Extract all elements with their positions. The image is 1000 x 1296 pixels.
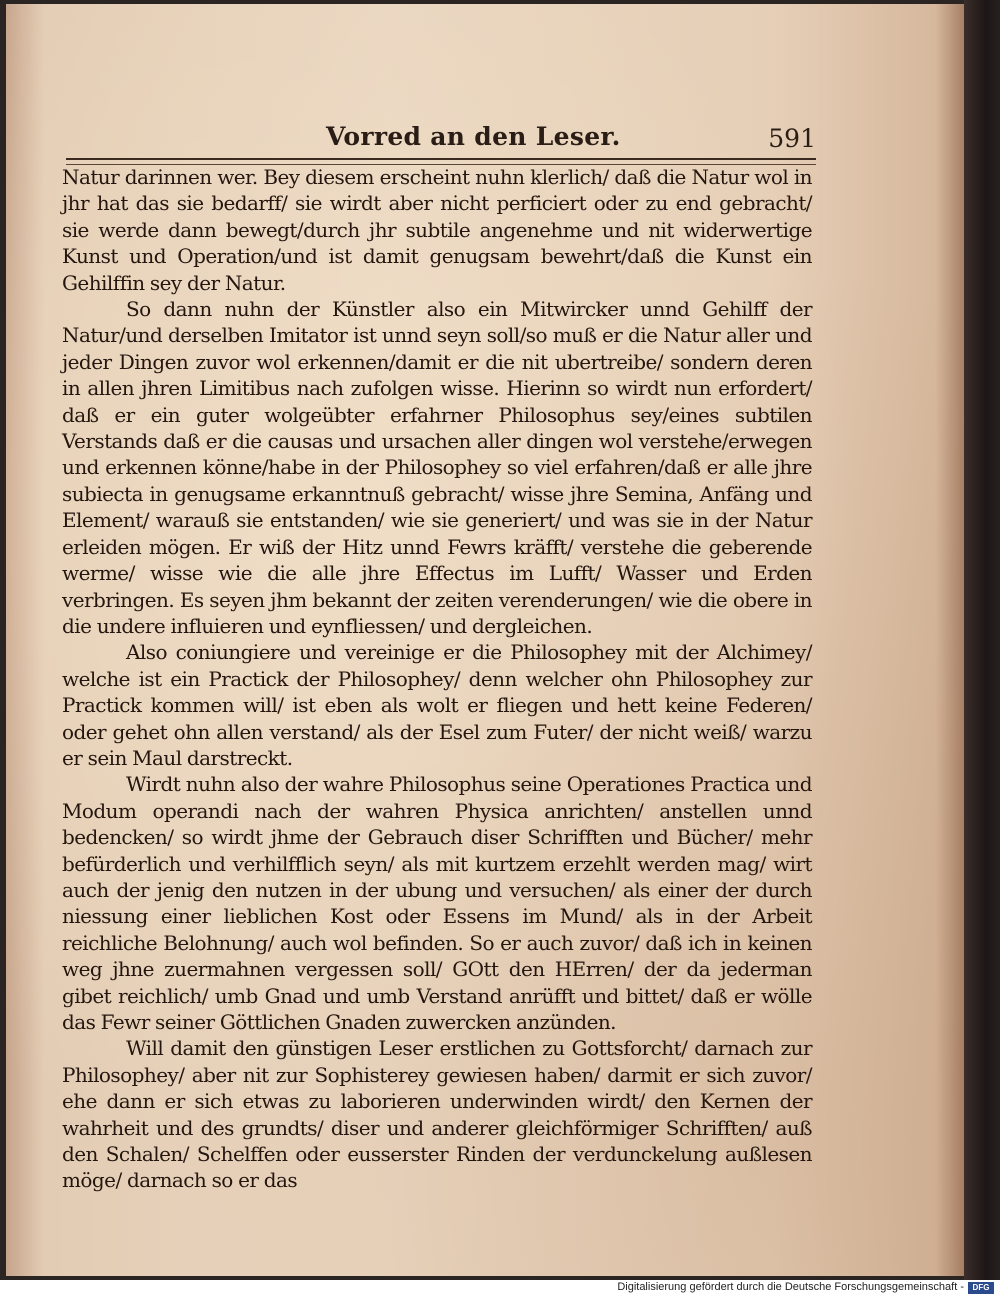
digitization-footer [0,1280,1000,1296]
paragraph-5: Will damit den günstigen Leser erstlichen zu Gottsforcht/ darnach zur Philosophey/ aber nit zur Sophisterey gewiesen haben/ darmit er sich zuvor/ ehe dann er sich etwas zu laborieren underwinden wirdt/ den Kernen der wahrheit und des grundts/ diser und anderer gleichförmiger Schrifften/ auß den Schalen/ Schelffen oder eusserster Rinden der verdunckelung außlesen möge/ darnach so er das [62,1036,812,1193]
page-number: 591 [768,124,816,153]
dfg-logo-icon[interactable]: DFG [968,1282,994,1294]
book-edge [964,0,1000,1280]
paragraph-2: So dann nuhn der Künstler also ein Mitwircker unnd Gehilff der Natur/und derselben Imitator ist unnd seyn soll/so muß er die Natur aller und jeder Dingen zuvor wol erkennen/damit er die nit ubertreibe/ sondern deren in allen jhren Limitibus nach zufolgen wisse. Hierinn so wirdt nun erfordert/ daß er ein guter wolgeübter erfahrner Philosophus sey/eines subtilen Verstands daß er die causas und ursachen aller dingen wol verstehe/erwegen und erkennen könne/habe in der Philosophey so viel erfahren/daß er alle jhre subiecta in genugsame erkanntnuß gebracht/ wisse jhre Semina, Anfäng und Element/ warauß sie entstanden/ wie sie generiert/ und was sie in der Natur erleiden mögen. Er wiß der Hitz unnd Fewrs kräfft/ verstehe die geberende werme/ wisse wie die alle jhre Effectus im Lufft/ Wasser und Erden verbringen. Es seyen jhm bekannt der zeiten verenderungen/ wie die obere in die undere influieren und eynfliessen/ und dergleichen. [62,297,812,638]
paragraph-4: Wirdt nuhn also der wahre Philosophus seine Operationes Practica und Modum operandi nach der wahren Physica anrichten/ anstellen unnd bedencken/ so wirdt jhme der Gebrauch diser Schrifften und Bücher/ mehr befürderlich und verhilfflich seyn/ als mit kurtzem erzehlt werden mag/ wirt auch der jenig den nutzen in der ubung und versuchen/ als einer der durch niessung einer lieblichen Kost oder Essens im Mund/ als in der Arbeit reichliche Belohnung/ auch wol befinden. So er auch zuvor/ daß ich in keinen weg jhne zuermahnen vergessen soll/ GOtt den HErren/ der da jederman gibet reichlich/ umb Gnad und umb Verstand anrüfft und bittet/ daß er wölle das Fewr seiner Göttlichen Gnaden zuwercken anzünden. [62,772,812,1034]
paper-leaf [6,4,964,1276]
paragraph-3: Also coniungiere und vereinige er die Philosophey mit der Alchimey/ welche ist ein Practick der Philosophey/ denn welcher ohn Philosophey zur Practick kommen will/ ist eben als wolt er fliegen und hett keine Federen/ oder gehet ohn allen verstand/ als der Esel zum Futer/ der nicht weiß/ warzu er sein Maul darstreckt. [62,640,812,770]
running-head: Vorred an den Leser. [326,122,621,151]
paragraph-1: Natur darinnen wer. Bey diesem erscheint nuhn klerlich/ daß die Natur wol in jhr hat das sie bedarff/ sie wirdt aber nicht perficiert oder zu end gebracht/ sie werde dann bewegt/durch jhr subtile angenehme und nit widerwertige Kunst und Operation/und ist damit genugsam bewehrt/daß die Kunst ein Gehilffin sey der Natur. [62,165,812,295]
funding-notice: Digitalisierung gefördert durch die Deutsche Forschungsgemeinschaft - [617,1281,964,1293]
page-header [66,122,816,162]
text-body [62,164,812,1194]
